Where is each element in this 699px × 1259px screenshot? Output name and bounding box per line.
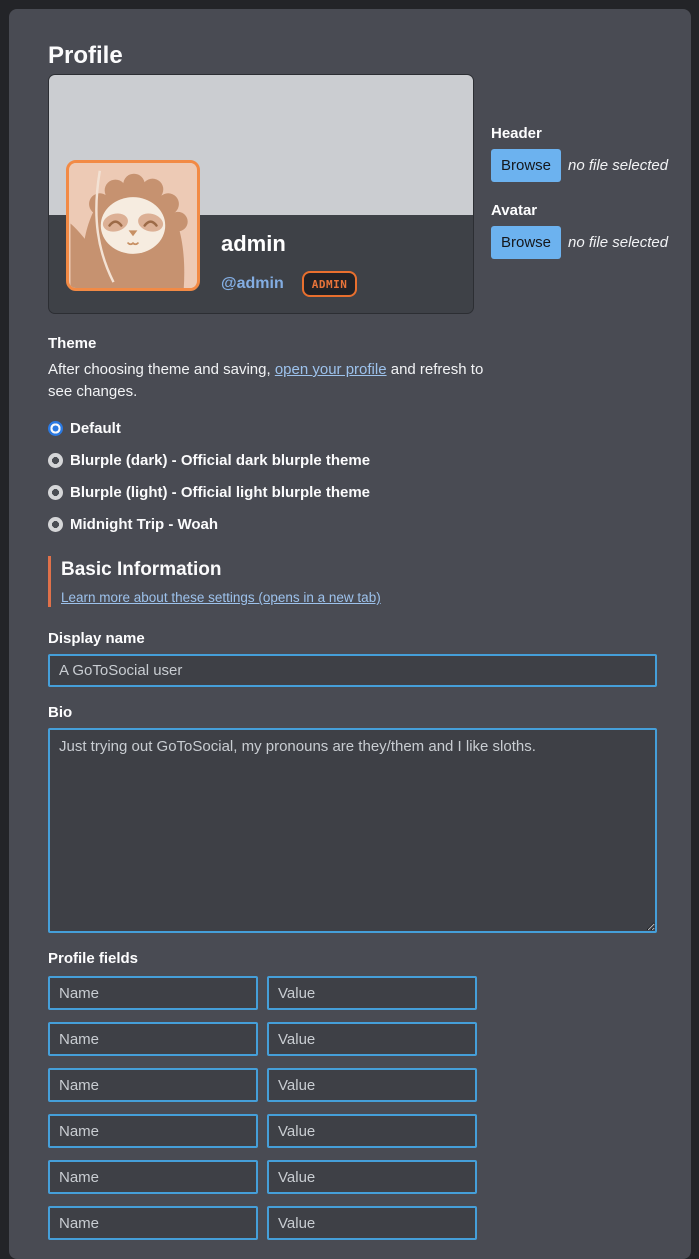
profile-field-name-input[interactable] xyxy=(48,1022,258,1056)
header-upload-group xyxy=(491,124,668,182)
profile-field-name-input[interactable] xyxy=(48,1160,258,1194)
profile-field-value-input[interactable] xyxy=(267,1022,477,1056)
theme-option[interactable] xyxy=(48,450,657,471)
preview-user-row xyxy=(221,271,473,297)
profile-field-row xyxy=(48,1022,657,1056)
profile-field-row xyxy=(48,1160,657,1194)
sloth-avatar-icon xyxy=(69,163,197,288)
display-name-label: Display name xyxy=(48,630,145,647)
preview-display-name: admin xyxy=(221,231,286,256)
bio-group xyxy=(48,703,657,933)
theme-options xyxy=(48,418,657,535)
theme-option[interactable] xyxy=(48,418,657,439)
preview-username: @admin xyxy=(221,275,284,292)
upload-controls xyxy=(491,74,668,314)
page-title: Profile xyxy=(48,42,123,69)
theme-option-label: Blurple (light) - Official light blurple theme xyxy=(70,484,370,501)
profile-field-name-input[interactable] xyxy=(48,976,258,1010)
profile-field-value-input[interactable] xyxy=(267,976,477,1010)
avatar-file-status: no file selected xyxy=(568,234,669,251)
profile-field-name-input[interactable] xyxy=(48,1114,258,1148)
profile-preview-row xyxy=(48,74,669,314)
profile-fields-grid xyxy=(48,976,657,1240)
profile-fields-group xyxy=(48,949,657,1240)
profile-field-row xyxy=(48,976,657,1010)
avatar-upload-label: Avatar xyxy=(491,202,538,219)
admin-role-badge: ADMIN xyxy=(302,271,358,297)
display-name-input[interactable] xyxy=(48,654,657,687)
theme-section xyxy=(48,334,657,535)
theme-description xyxy=(48,359,496,403)
avatar-browse-button[interactable]: Browse xyxy=(491,226,561,259)
basic-information-section-header xyxy=(48,556,657,607)
avatar-image xyxy=(66,160,200,291)
profile-field-value-input[interactable] xyxy=(267,1068,477,1102)
radio-button-icon[interactable] xyxy=(48,421,63,436)
profile-field-value-input[interactable] xyxy=(267,1160,477,1194)
theme-option-label: Blurple (dark) - Official dark blurple theme xyxy=(70,452,371,469)
theme-option[interactable] xyxy=(48,514,657,535)
open-your-profile-link[interactable]: open your profile xyxy=(274,361,387,378)
learn-more-link[interactable]: Learn more about these settings (opens in a new tab) xyxy=(61,590,381,605)
bio-label: Bio xyxy=(48,704,73,721)
profile-preview-card xyxy=(48,74,474,314)
profile-field-name-input[interactable] xyxy=(48,1206,258,1240)
radio-button-icon[interactable] xyxy=(48,453,63,468)
theme-label: Theme xyxy=(48,335,97,352)
profile-field-row xyxy=(48,1068,657,1102)
header-browse-button[interactable]: Browse xyxy=(491,149,561,182)
profile-field-value-input[interactable] xyxy=(267,1114,477,1148)
header-file-status: no file selected xyxy=(568,157,669,174)
basic-information-heading: Basic Information xyxy=(61,559,222,580)
radio-button-icon[interactable] xyxy=(48,517,63,532)
avatar-upload-group xyxy=(491,201,668,259)
header-upload-label: Header xyxy=(491,125,542,142)
theme-option-label: Midnight Trip - Woah xyxy=(70,516,219,533)
bio-textarea[interactable] xyxy=(48,728,657,933)
profile-field-name-input[interactable] xyxy=(48,1068,258,1102)
profile-fields-label: Profile fields xyxy=(48,950,139,967)
theme-description-after: and refresh to see changes. xyxy=(48,361,484,400)
display-name-group xyxy=(48,629,657,687)
profile-field-row xyxy=(48,1114,657,1148)
theme-description-before: After choosing theme and saving, xyxy=(48,361,275,378)
theme-option[interactable] xyxy=(48,482,657,503)
radio-button-icon[interactable] xyxy=(48,485,63,500)
profile-field-value-input[interactable] xyxy=(267,1206,477,1240)
theme-option-label: Default xyxy=(70,420,121,437)
profile-field-row xyxy=(48,1206,657,1240)
profile-settings-panel xyxy=(9,9,691,1259)
